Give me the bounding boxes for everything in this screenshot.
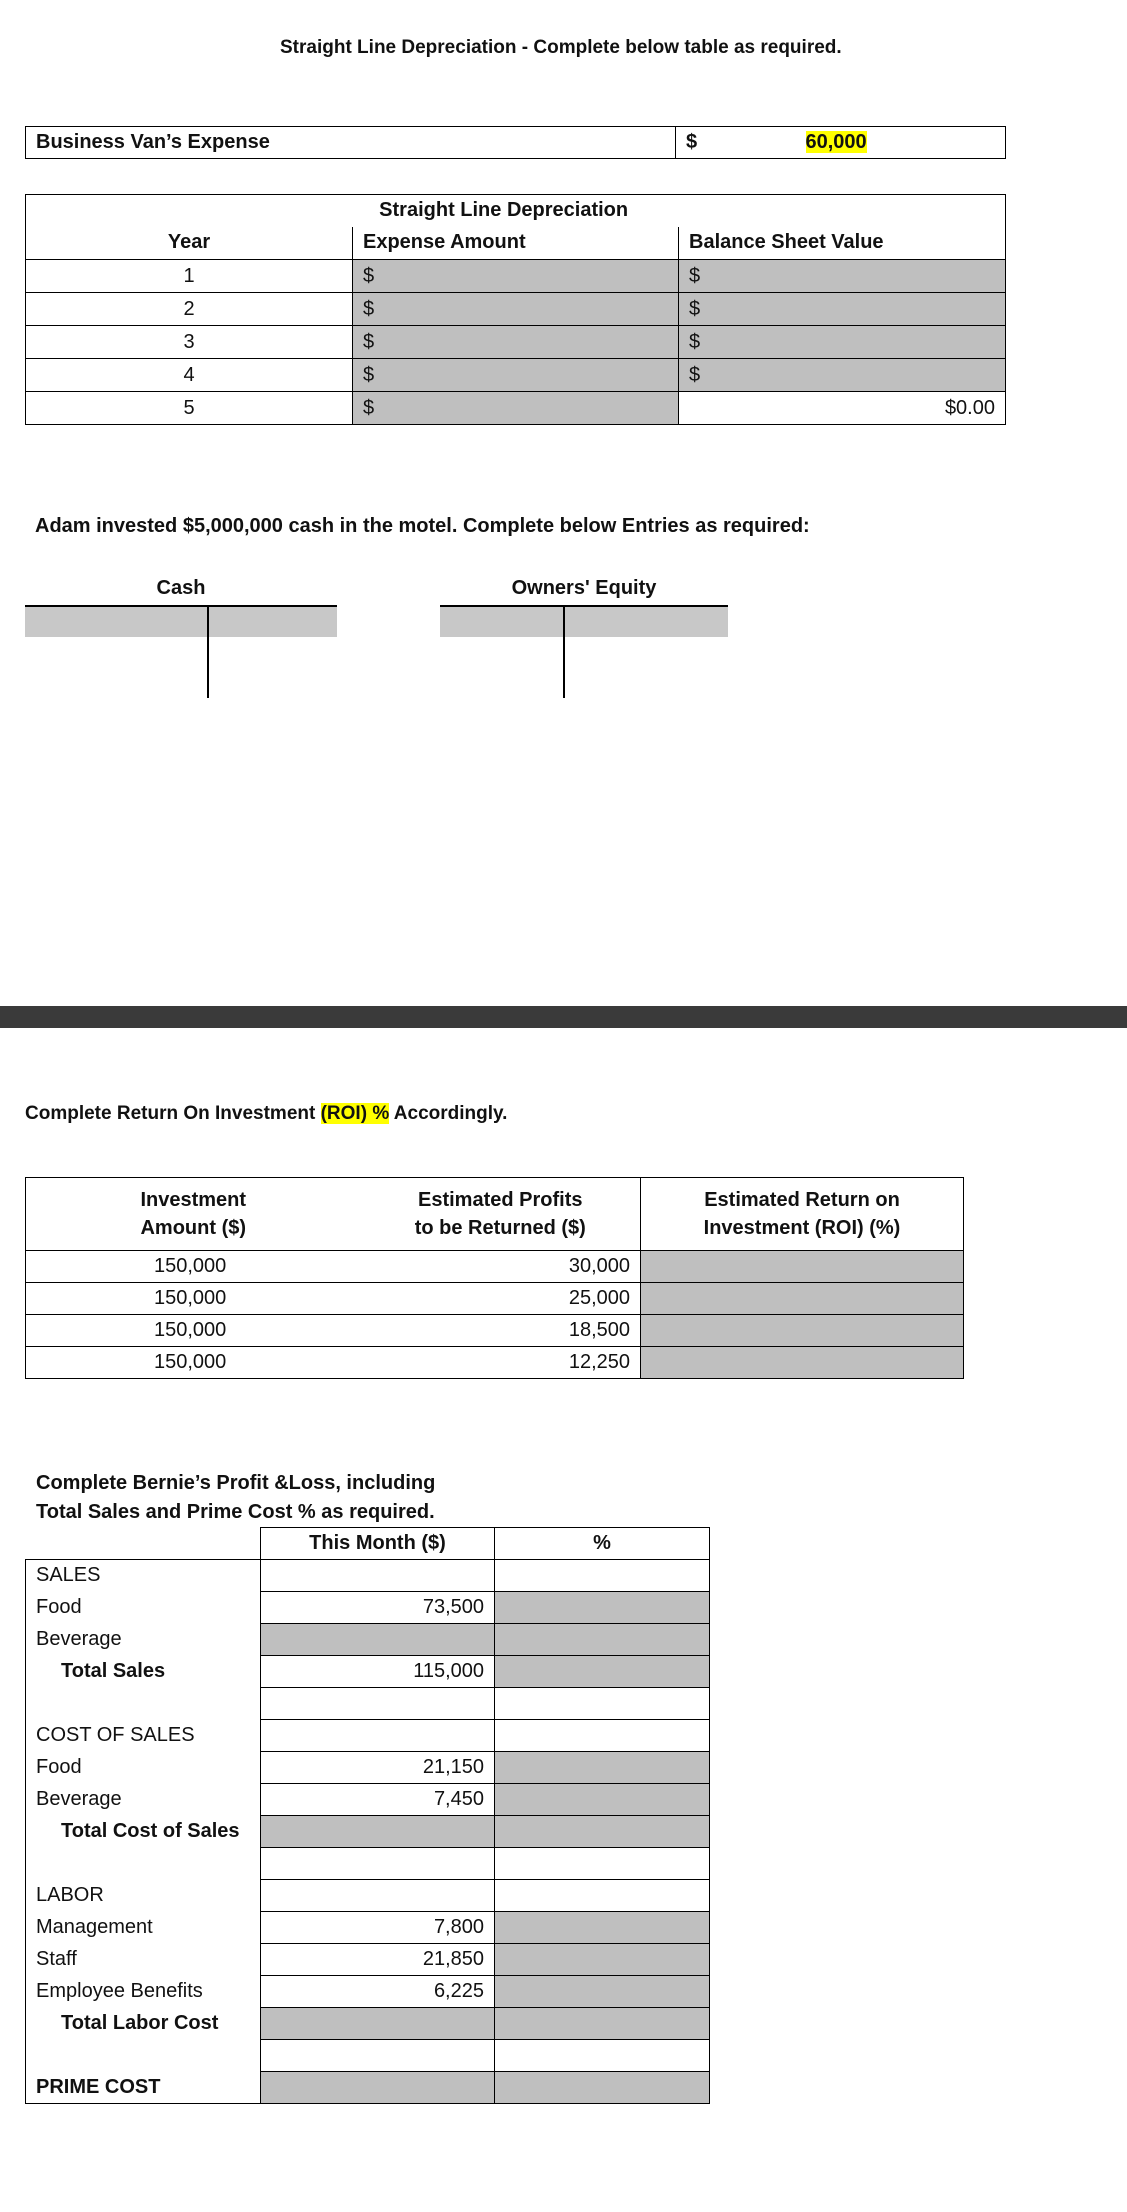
table-row <box>26 1912 710 1944</box>
table-row <box>26 1347 964 1379</box>
sales-beverage-label: Beverage <box>26 1624 261 1656</box>
roi-input-cell[interactable] <box>641 1347 964 1379</box>
expense-header-line1: Straight Line Depreciation <box>379 199 629 222</box>
sales-food-pct[interactable] <box>495 1592 710 1624</box>
table-row <box>26 1656 710 1688</box>
balance-input-cell[interactable]: $ <box>679 359 1006 392</box>
balance-final-value: $0.00 <box>944 396 995 419</box>
cos-food-value: 21,150 <box>261 1752 495 1784</box>
entries-title: Adam invested $5,000,000 cash in the motel. Complete below Entries as required: <box>35 515 810 537</box>
van-expense-label: Business Van’s Expense <box>26 127 676 159</box>
table-row <box>26 392 1006 425</box>
prime-cost-label: PRIME COST <box>26 2072 261 2104</box>
expense-input-cell[interactable]: $ <box>353 293 679 326</box>
total-labor-label: Total Labor Cost <box>26 2008 261 2040</box>
year-cell: 5 <box>26 392 353 425</box>
cos-beverage-pct[interactable] <box>495 1784 710 1816</box>
profit-cell: 12,250 <box>568 1351 630 1373</box>
staff-pct[interactable] <box>495 1944 710 1976</box>
table-row <box>26 2072 710 2104</box>
profits-header: Estimated Profits to be Returned ($) <box>414 1189 586 1239</box>
sales-food-label: Food <box>26 1592 261 1624</box>
roi-title-post: Accordingly. <box>389 1103 508 1124</box>
total-labor-pct[interactable] <box>495 2008 710 2040</box>
table-row <box>26 1283 964 1315</box>
investment-cell: 150,000 <box>154 1287 227 1309</box>
van-expense-table <box>25 126 1006 159</box>
balance-input-cell[interactable]: $ <box>679 260 1006 293</box>
sales-beverage-pct[interactable] <box>495 1624 710 1656</box>
management-pct[interactable] <box>495 1912 710 1944</box>
staff-value: 21,850 <box>261 1944 495 1976</box>
month-header: This Month ($) <box>261 1528 495 1560</box>
balance-input-cell[interactable]: $ <box>679 293 1006 326</box>
year-cell: 3 <box>26 326 353 359</box>
year-cell: 4 <box>26 359 353 392</box>
cos-heading: COST OF SALES <box>26 1720 261 1752</box>
year-header: Year <box>26 227 353 260</box>
prime-cost-pct[interactable] <box>495 2072 710 2104</box>
management-value: 7,800 <box>261 1912 495 1944</box>
balance-header: Balance Sheet Value <box>689 231 884 254</box>
table-row <box>26 2008 710 2040</box>
percent-header: % <box>495 1528 710 1560</box>
investment-cell: 150,000 <box>154 1319 227 1341</box>
table-row <box>26 1976 710 2008</box>
pnl-table <box>25 1527 710 2104</box>
profit-cell: 30,000 <box>568 1255 630 1277</box>
cash-account-label: Cash <box>156 577 206 599</box>
table-row <box>26 326 1006 359</box>
table-row <box>26 1784 710 1816</box>
staff-label: Staff <box>26 1944 261 1976</box>
management-label: Management <box>26 1912 261 1944</box>
expense-input-cell[interactable]: $ <box>353 359 679 392</box>
total-sales-value: 115,000 <box>261 1656 495 1688</box>
total-sales-label: Total Sales <box>26 1656 261 1688</box>
sales-beverage-value[interactable] <box>261 1624 495 1656</box>
pnl-title: Complete Bernie’s Profit &Loss, including Total Sales and Prime Cost % as required. <box>36 1472 436 1523</box>
sales-food-value: 73,500 <box>261 1592 495 1624</box>
balance-input-cell[interactable]: $ <box>679 326 1006 359</box>
table-row <box>26 1816 710 1848</box>
van-expense-amount: 60,000 <box>805 131 867 153</box>
roi-input-cell[interactable] <box>641 1283 964 1315</box>
cash-account-header[interactable] <box>25 605 337 637</box>
table-row <box>26 1592 710 1624</box>
benefits-pct[interactable] <box>495 1976 710 2008</box>
equity-account-label: Owners' Equity <box>511 577 657 599</box>
depreciation-title: Straight Line Depreciation - Complete below table as required. <box>280 37 842 58</box>
total-sales-pct[interactable] <box>495 1656 710 1688</box>
expense-input-cell[interactable]: $ <box>353 260 679 293</box>
table-row <box>26 1752 710 1784</box>
benefits-label: Employee Benefits <box>26 1976 261 2008</box>
cash-account-divider <box>207 605 209 698</box>
expense-input-cell[interactable]: $ <box>353 326 679 359</box>
depreciation-table <box>25 194 1006 425</box>
table-row <box>26 1944 710 1976</box>
cos-beverage-value: 7,450 <box>261 1784 495 1816</box>
prime-cost-value[interactable] <box>261 2072 495 2104</box>
roi-input-cell[interactable] <box>641 1251 964 1283</box>
roi-header: Estimated Return on Investment (ROI) (%) <box>641 1178 964 1251</box>
cos-food-label: Food <box>26 1752 261 1784</box>
investment-cell: 150,000 <box>154 1351 227 1373</box>
roi-table <box>25 1177 964 1379</box>
investment-header: Investment Amount ($) <box>140 1189 247 1239</box>
total-labor-value[interactable] <box>261 2008 495 2040</box>
table-row <box>26 1251 964 1283</box>
section-divider <box>0 1006 1127 1028</box>
equity-account-divider <box>563 605 565 698</box>
table-row <box>26 1315 964 1347</box>
benefits-value: 6,225 <box>261 1976 495 2008</box>
expense-input-cell[interactable]: $ <box>353 392 679 425</box>
total-cos-value[interactable] <box>261 1816 495 1848</box>
van-expense-value <box>806 127 1006 159</box>
year-cell: 2 <box>26 293 353 326</box>
cos-beverage-label: Beverage <box>26 1784 261 1816</box>
expense-header-line2: Expense Amount <box>353 227 679 260</box>
roi-title-highlight: (ROI) % <box>320 1103 390 1124</box>
table-row <box>26 260 1006 293</box>
year-cell: 1 <box>26 260 353 293</box>
table-row <box>26 359 1006 392</box>
labor-heading: LABOR <box>26 1880 261 1912</box>
total-cos-pct[interactable] <box>495 1816 710 1848</box>
equity-account-header[interactable] <box>440 605 728 637</box>
table-row <box>26 293 1006 326</box>
profit-cell: 18,500 <box>568 1319 630 1341</box>
roi-title-pre: Complete Return On Investment <box>25 1103 321 1124</box>
profit-cell: 25,000 <box>568 1287 630 1309</box>
investment-cell: 150,000 <box>154 1255 227 1277</box>
table-row <box>26 1624 710 1656</box>
roi-input-cell[interactable] <box>641 1315 964 1347</box>
van-expense-currency: $ <box>686 131 698 153</box>
cos-food-pct[interactable] <box>495 1752 710 1784</box>
roi-title <box>25 1103 507 1125</box>
total-cos-label: Total Cost of Sales <box>26 1816 261 1848</box>
sales-heading: SALES <box>26 1560 261 1592</box>
